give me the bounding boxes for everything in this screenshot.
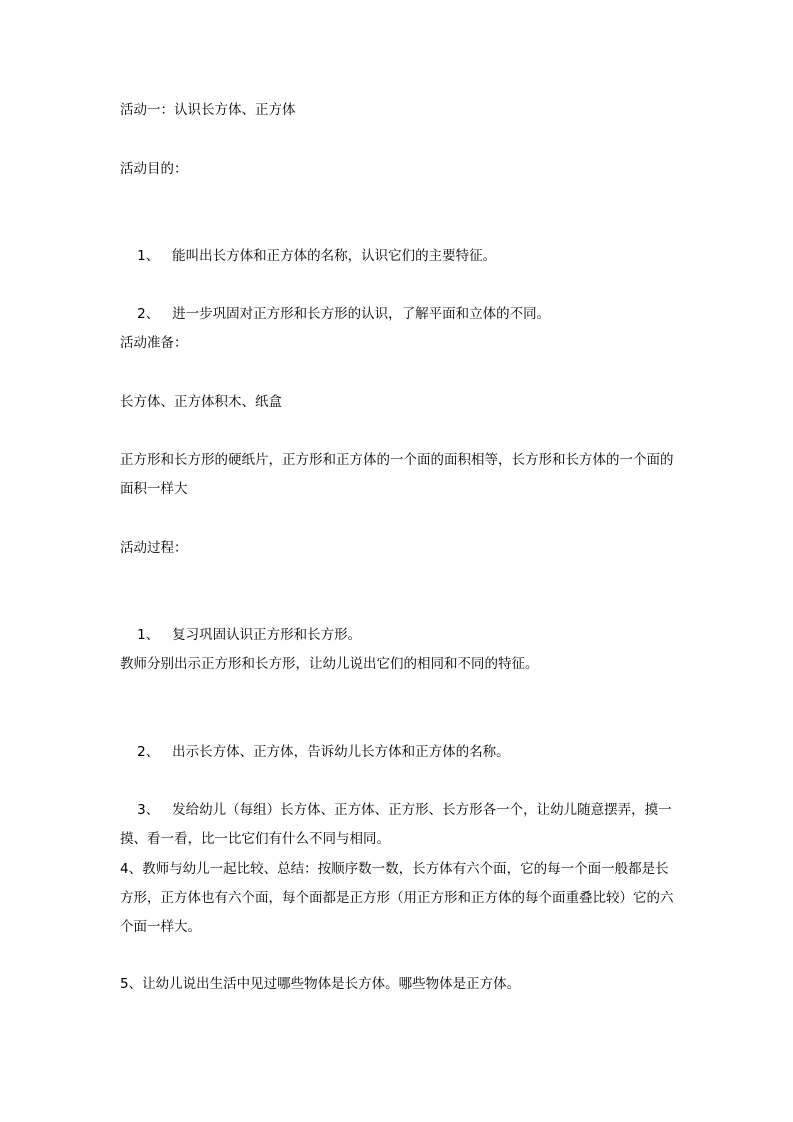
goals-heading: 活动目的： <box>120 161 188 177</box>
step-5: 5、让幼儿说出生活中见过哪些物体是长方体。哪些物体是正方体。 <box>120 976 521 992</box>
step-number-1: 1、 <box>137 627 160 643</box>
step-number-3: 3、 <box>137 802 160 818</box>
goal-text-2: 进一步巩固对正方形和长方形的认识，了解平面和立体的不同。 <box>172 306 551 322</box>
step-text-3: 发给幼儿（每组）长方体、正方体、正方形、长方形各一个，让幼儿随意摆弄，摸一摸、看一看，比一比它们有什么不同与相同。 <box>120 802 672 847</box>
goal-text-1: 能叫出长方体和正方体的名称，认识它们的主要特征。 <box>172 248 497 264</box>
step-1-detail: 教师分别出示正方形和长方形，让幼儿说出它们的相同和不同的特征。 <box>120 656 539 672</box>
prep-line-2: 正方形和长方形的硬纸片，正方形和正方体的一个面的面积相等，长方形和长方体的一个面的面积一样大 <box>120 452 674 497</box>
step-number-2: 2、 <box>137 744 160 760</box>
prep-heading: 活动准备： <box>120 335 188 351</box>
process-heading: 活动过程： <box>120 540 188 556</box>
activity-title: 活动一：认识长方体、正方体 <box>120 102 296 118</box>
goal-number-1: 1、 <box>137 248 160 264</box>
step-text-2: 出示长方体、正方体，告诉幼儿长方体和正方体的名称。 <box>172 744 510 760</box>
goal-number-2: 2、 <box>137 306 160 322</box>
step-text-1: 复习巩固认识正方形和长方形。 <box>172 627 362 643</box>
prep-line-1: 长方体、正方体积木、纸盒 <box>120 394 282 410</box>
step-4: 4、教师与幼儿一起比较、总结：按顺序数一数，长方体有六个面，它的每一个面一般都是长方形，正方体也有六个面，每个面都是正方形（用正方形和正方体的每个面重叠比较）它的六个面一样大。 <box>120 861 674 935</box>
